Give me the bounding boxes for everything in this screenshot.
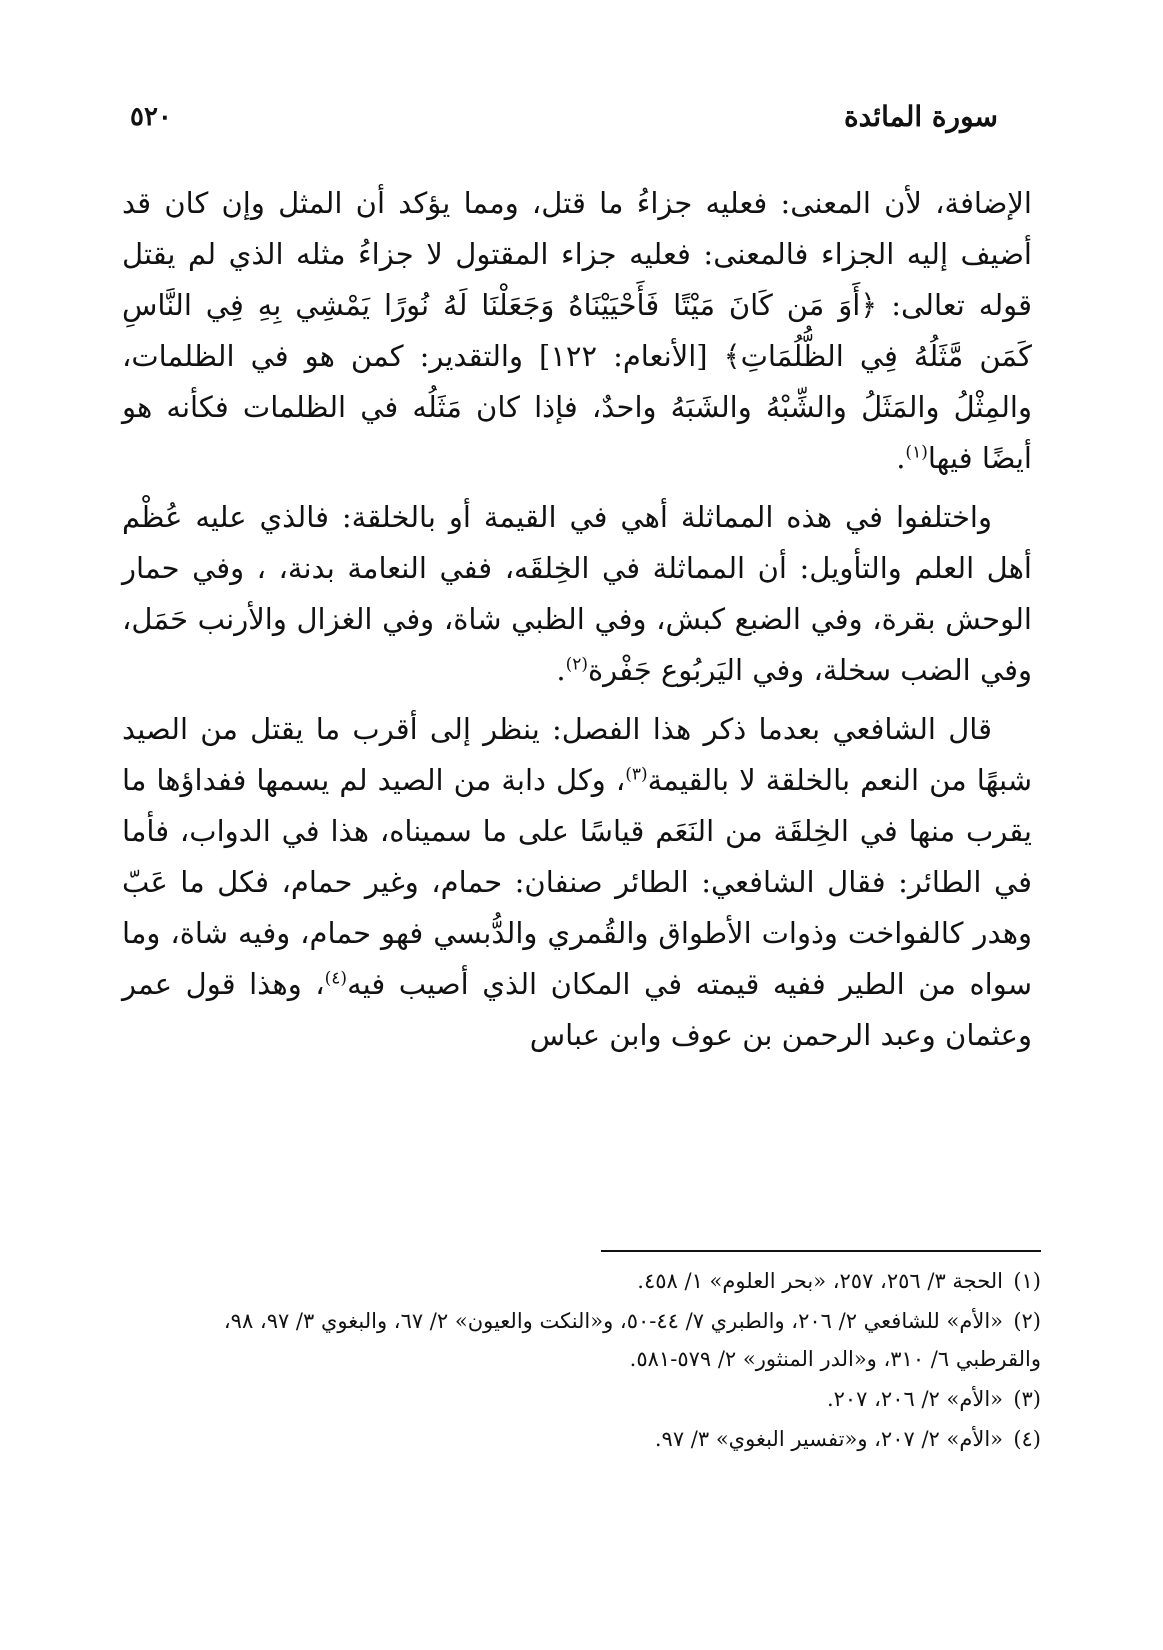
text-run: . xyxy=(896,441,906,475)
text-run: ، وكل دابة من الصيد لم يسمها ففداؤها ما يقرب منها في الخِلقَة من النَعَم قياسًا على ما سميناه، هذا في الدواب، فأما في الطائر: فقال الشافعي: الطائر صنفان: حمام، وغير حمام، فكل ما عَبّ وهدر كالفواخت وذوات الأطواق والقُمري والدُّبسي فهو حمام، وفيه شاة، وما سواه من الطير ففيه قيمته في المكان الذي أصيب فيه xyxy=(122,763,1033,1001)
surah-title: سورة المائدة xyxy=(843,100,998,133)
footnote xyxy=(150,1302,1041,1378)
footnote-text: الحجة ٣/ ٢٥٦، ٢٥٧، «بحر العلوم» ١/ ٤٥٨. xyxy=(637,1269,1003,1293)
footnote xyxy=(150,1420,1041,1458)
footnote-separator xyxy=(601,1250,1041,1252)
paragraph xyxy=(122,492,1032,696)
footnotes xyxy=(150,1262,1041,1460)
text-run: . xyxy=(556,653,566,687)
text-run: واختلفوا في هذه المماثلة أهي في القيمة أو بالخلقة: فالذي عليه عُظْم أهل العلم والتأويل: أن المماثلة في الخِلقَه، ففي النعامة بدنة، ، وفي حمار الوحش بقرة، وفي الضبع كبش، وفي الظبي شاة، وفي الغزال والأرنب حَمَل، وفي الضب سخلة، وفي اليَربُوع جَفْرة xyxy=(122,500,1032,687)
footnote-reference: (٢) xyxy=(565,654,588,675)
footnote-text: «الأم» ٢/ ٢٠٦، ٢٠٧. xyxy=(826,1387,1003,1411)
quran-verse: ﴿أَوَ مَن كَانَ مَيْتًا فَأَحْيَيْنَاهُ وَجَعَلْنَا لَهُ نُورًا يَمْشِي بِهِ فِي النَّاسِ كَمَن مَّثَلُهُ فِي الظُّلُمَاتِ﴾ xyxy=(122,288,1032,373)
page-number: ٥٢٠ xyxy=(130,102,172,132)
footnote-number: (٤) xyxy=(1013,1427,1041,1451)
footnote-reference: (٣) xyxy=(625,764,648,785)
footnote-text: «الأم» ٢/ ٢٠٧، و«تفسير البغوي» ٣/ ٩٧. xyxy=(654,1427,1003,1451)
footnote-number: (٣) xyxy=(1013,1387,1041,1411)
footnote-number: (٢) xyxy=(1013,1309,1041,1333)
footnote xyxy=(150,1262,1041,1300)
footnote-reference: (١) xyxy=(905,442,928,463)
footnote-reference: (٤) xyxy=(324,968,348,989)
footnote-text: «الأم» للشافعي ٢/ ٢٠٦، والطبري ٧/ ٤٤-٥٠، و«النكت والعيون» ٢/ ٦٧، والبغوي ٣/ ٩٧، ٩٨، والقرطبي ٦/ ٣١٠، و«الدر المنثور» ٢/ ٥٧٩-٥٨١. xyxy=(223,1309,1041,1371)
main-text xyxy=(122,178,1032,1069)
paragraph xyxy=(122,704,1032,1061)
page-header xyxy=(130,100,998,140)
paragraph xyxy=(122,178,1032,484)
footnote xyxy=(150,1380,1041,1418)
text-run: قال الشافعي بعدما ذكر هذا الفصل: ينظر إلى أقرب ما يقتل من الصيد شبهًا من النعم بالخلقة لا بالقيمة xyxy=(122,712,1032,797)
text-run: [الأنعام: ١٢٢] والتقدير: كمن هو في الظلمات، والمِثْلُ والمَثَلُ والشِّبْهُ والشَبَهُ واحدٌ، فإذا كان مَثَلُه في الظلمات فكأنه هو أيضًا فيها xyxy=(122,339,1032,475)
footnote-number: (١) xyxy=(1013,1269,1041,1293)
text-run: ، وهذا قول عمر وعثمان وعبد الرحمن بن عوف وابن عباس xyxy=(122,967,1032,1052)
text-run: الإضافة، لأن المعنى: فعليه جزاءُ ما قتل، ومما يؤكد أن المثل وإن كان قد أضيف إليه الجزاء فالمعنى: فعليه جزاء المقتول لا جزاءُ مثله الذي لم يقتل قوله تعالى: xyxy=(122,186,1032,322)
